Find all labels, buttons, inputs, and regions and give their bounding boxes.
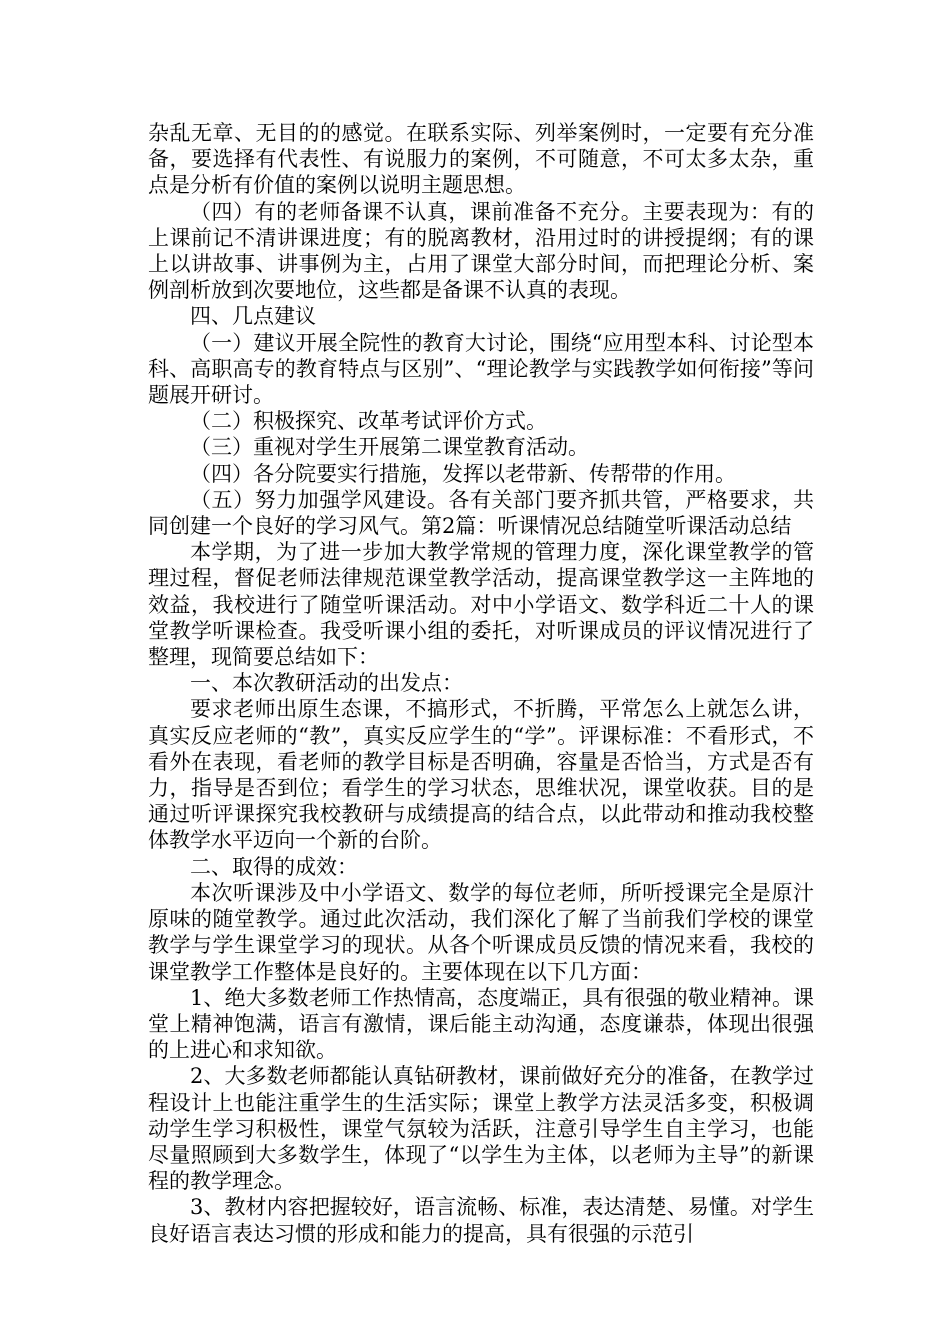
document-body — [148, 120, 814, 1247]
achievement-one: 1、绝大多数老师工作热情高，态度端正，具有很强的敬业精神。课堂上精神饱满，语言有激情，课后能主动沟通，态度谦恭，体现出很强的上进心和求知欲。 — [148, 985, 814, 1063]
achievement-three: 3、教材内容把握较好，语言流畅、标准，表达清楚、易懂。对学生良好语言表达习惯的形成和能力的提高，具有很强的示范引 — [148, 1195, 814, 1246]
suggestion-four: （四）各分院要实行措施，发挥以老带新、传帮带的作用。 — [190, 461, 736, 486]
paragraph-requirements: 要求老师出原生态课，不搞形式，不折腾，平常怎么上就怎么讲，真实反应老师的“教”，真实反应学生的“学”。评课标准：不看形式，不看外在表现，看老师的教学目标是否明确，容量是否恰当，方式是否有力，指导是否到位；看学生的学习状态，思维状况，课堂收获。目的是通过听评课探究我校教研与成绩提高的结合点，以此带动和推动我校整体教学水平迈向一个新的台阶。 — [148, 697, 814, 853]
paragraph-issue-four: （四）有的老师备课不认真，课前准备不充分。主要表现为：有的上课前记不清讲课进度；有的脱离教材，沿用过时的讲授提纲；有的课上以讲故事、讲事例为主，占用了课堂大部分时间，而把理论分析、案例剖析放到次要地位，这些都是备课不认真的表现。 — [148, 199, 814, 303]
suggestion-three: （三）重视对学生开展第二课堂教育活动。 — [190, 435, 589, 460]
section-heading-suggestions: 四、几点建议 — [190, 304, 316, 329]
section-heading-starting-point: 一、本次教研活动的出发点： — [190, 671, 463, 696]
paragraph-continuation: 杂乱无章、无目的的感觉。在联系实际、列举案例时，一定要有充分准备，要选择有代表性、有说服力的案例，不可随意，不可太多太杂，重点是分析有价值的案例以说明主题思想。 — [148, 121, 814, 198]
section-heading-achievements: 二、取得的成效： — [190, 854, 358, 879]
suggestion-five: （五）努力加强学风建设。各有关部门要齐抓共管，严格要求，共同创建一个良好的学习风气。第2篇：听课情况总结随堂听课活动总结 — [148, 487, 814, 539]
paragraph-semester-intro: 本学期，为了进一步加大教学常规的管理力度，深化课堂教学的管理过程，督促老师法律规范课堂教学活动，提高课堂教学这一主阵地的效益，我校进行了随堂听课活动。对中小学语文、数学科近二十人的课堂教学听课检查。我受听课小组的委托，对听课成员的评议情况进行了整理，现简要总结如下： — [148, 540, 814, 670]
achievement-two: 2、大多数老师都能认真钻研教材，课前做好充分的准备，在教学过程设计上也能注重学生的生活实际；课堂上教学方法灵活多变，积极调动学生学习积极性，课堂气氛较为活跃，注意引导学生自主学习，也能尽量照顾到大多数学生，体现了“以学生为主体，以老师为主导”的新课程的教学理念。 — [148, 1064, 814, 1194]
paragraph-achievements-intro: 本次听课涉及中小学语文、数学的每位老师，所听授课完全是原汁原味的随堂教学。通过此次活动，我们深化了解了当前我们学校的课堂教学与学生课堂学习的现状。从各个听课成员反馈的情况来看，我校的课堂教学工作整体是良好的。主要体现在以下几方面： — [148, 880, 814, 984]
suggestion-two: （二）积极探究、改革考试评价方式。 — [190, 409, 547, 434]
suggestion-one: （一）建议开展全院性的教育大讨论，围绕“应用型本科、讨论型本科、高职高专的教育特点与区别”、“理论教学与实践教学如何衔接”等问题展开研讨。 — [148, 330, 814, 408]
